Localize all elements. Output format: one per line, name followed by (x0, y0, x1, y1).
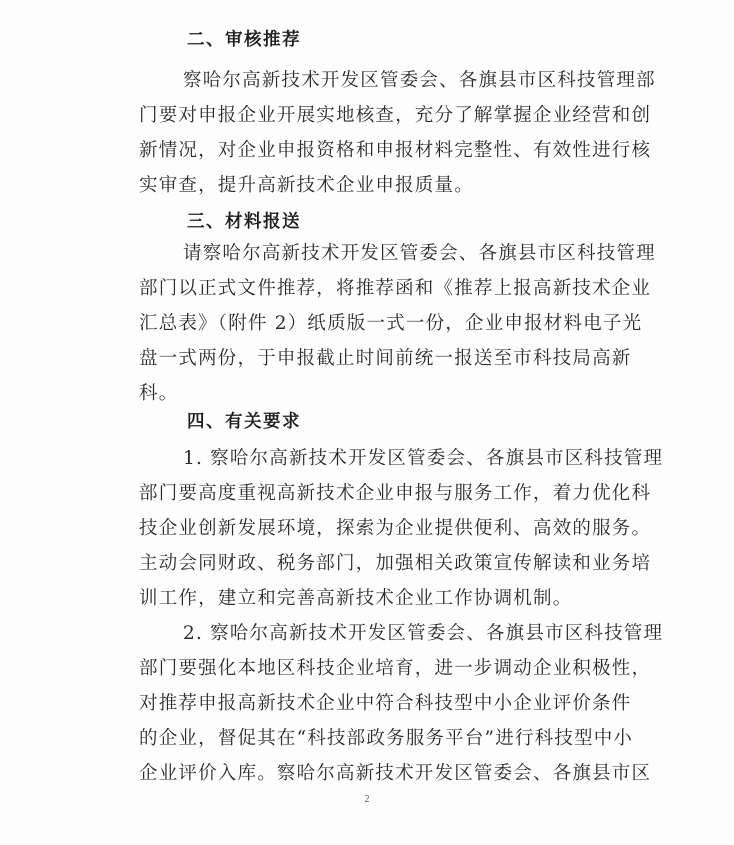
paragraph-line: 盘一式两份，于申报截止时间前统一报送至市科技局高新 (139, 348, 632, 369)
paragraph-line: 1. 察哈尔高新技术开发区管委会、各旗县市区科技管理 (183, 448, 664, 469)
section-heading-materials: 三、材料报送 (187, 212, 301, 232)
paragraph-line: 部门以正式文件推荐，将推荐函和《推荐上报高新技术企业 (139, 278, 652, 299)
paragraph-line: 对推荐申报高新技术企业中符合科技型中小企业评价条件 (139, 693, 632, 714)
paragraph-line: 技企业创新发展环境，探索为企业提供便利、高效的服务。 (139, 518, 652, 539)
section-heading-requirements: 四、有关要求 (187, 412, 301, 432)
section-heading-review: 二、审核推荐 (187, 30, 301, 50)
paragraph-line: 企业评价入库。察哈尔高新技术开发区管委会、各旗县市区 (139, 763, 652, 784)
paragraph-line: 新情况，对企业申报资格和申报材料完整性、有效性进行核 (139, 140, 652, 161)
paragraph-line: 2. 察哈尔高新技术开发区管委会、各旗县市区科技管理 (183, 623, 664, 644)
page-number: 2 (364, 794, 370, 805)
paragraph-line: 部门要高度重视高新技术企业申报与服务工作，着力优化科 (139, 483, 652, 504)
paragraph-line: 汇总表》（附件 2）纸质版一式一份，企业申报材料电子光 (139, 313, 643, 334)
paragraph-line: 请察哈尔高新技术开发区管委会、各旗县市区科技管理 (183, 243, 656, 264)
paragraph-line: 部门要强化本地区科技企业培育，进一步调动企业积极性， (139, 658, 652, 679)
paragraph-line: 主动会同财政、税务部门，加强相关政策宣传解读和业务培 (139, 553, 652, 574)
paragraph-line: 实审查，提升高新技术企业申报质量。 (139, 175, 474, 196)
paragraph-line: 科。 (139, 383, 179, 404)
paragraph-line: 的企业，督促其在“科技部政务服务平台”进行科技型中小 (139, 728, 634, 749)
paragraph-line: 门要对申报企业开展实地核查，充分了解掌握企业经营和创 (139, 105, 652, 126)
paragraph-line: 训工作，建立和完善高新技术企业工作协调机制。 (139, 588, 573, 609)
paragraph-line: 察哈尔高新技术开发区管委会、各旗县市区科技管理部 (183, 70, 656, 91)
